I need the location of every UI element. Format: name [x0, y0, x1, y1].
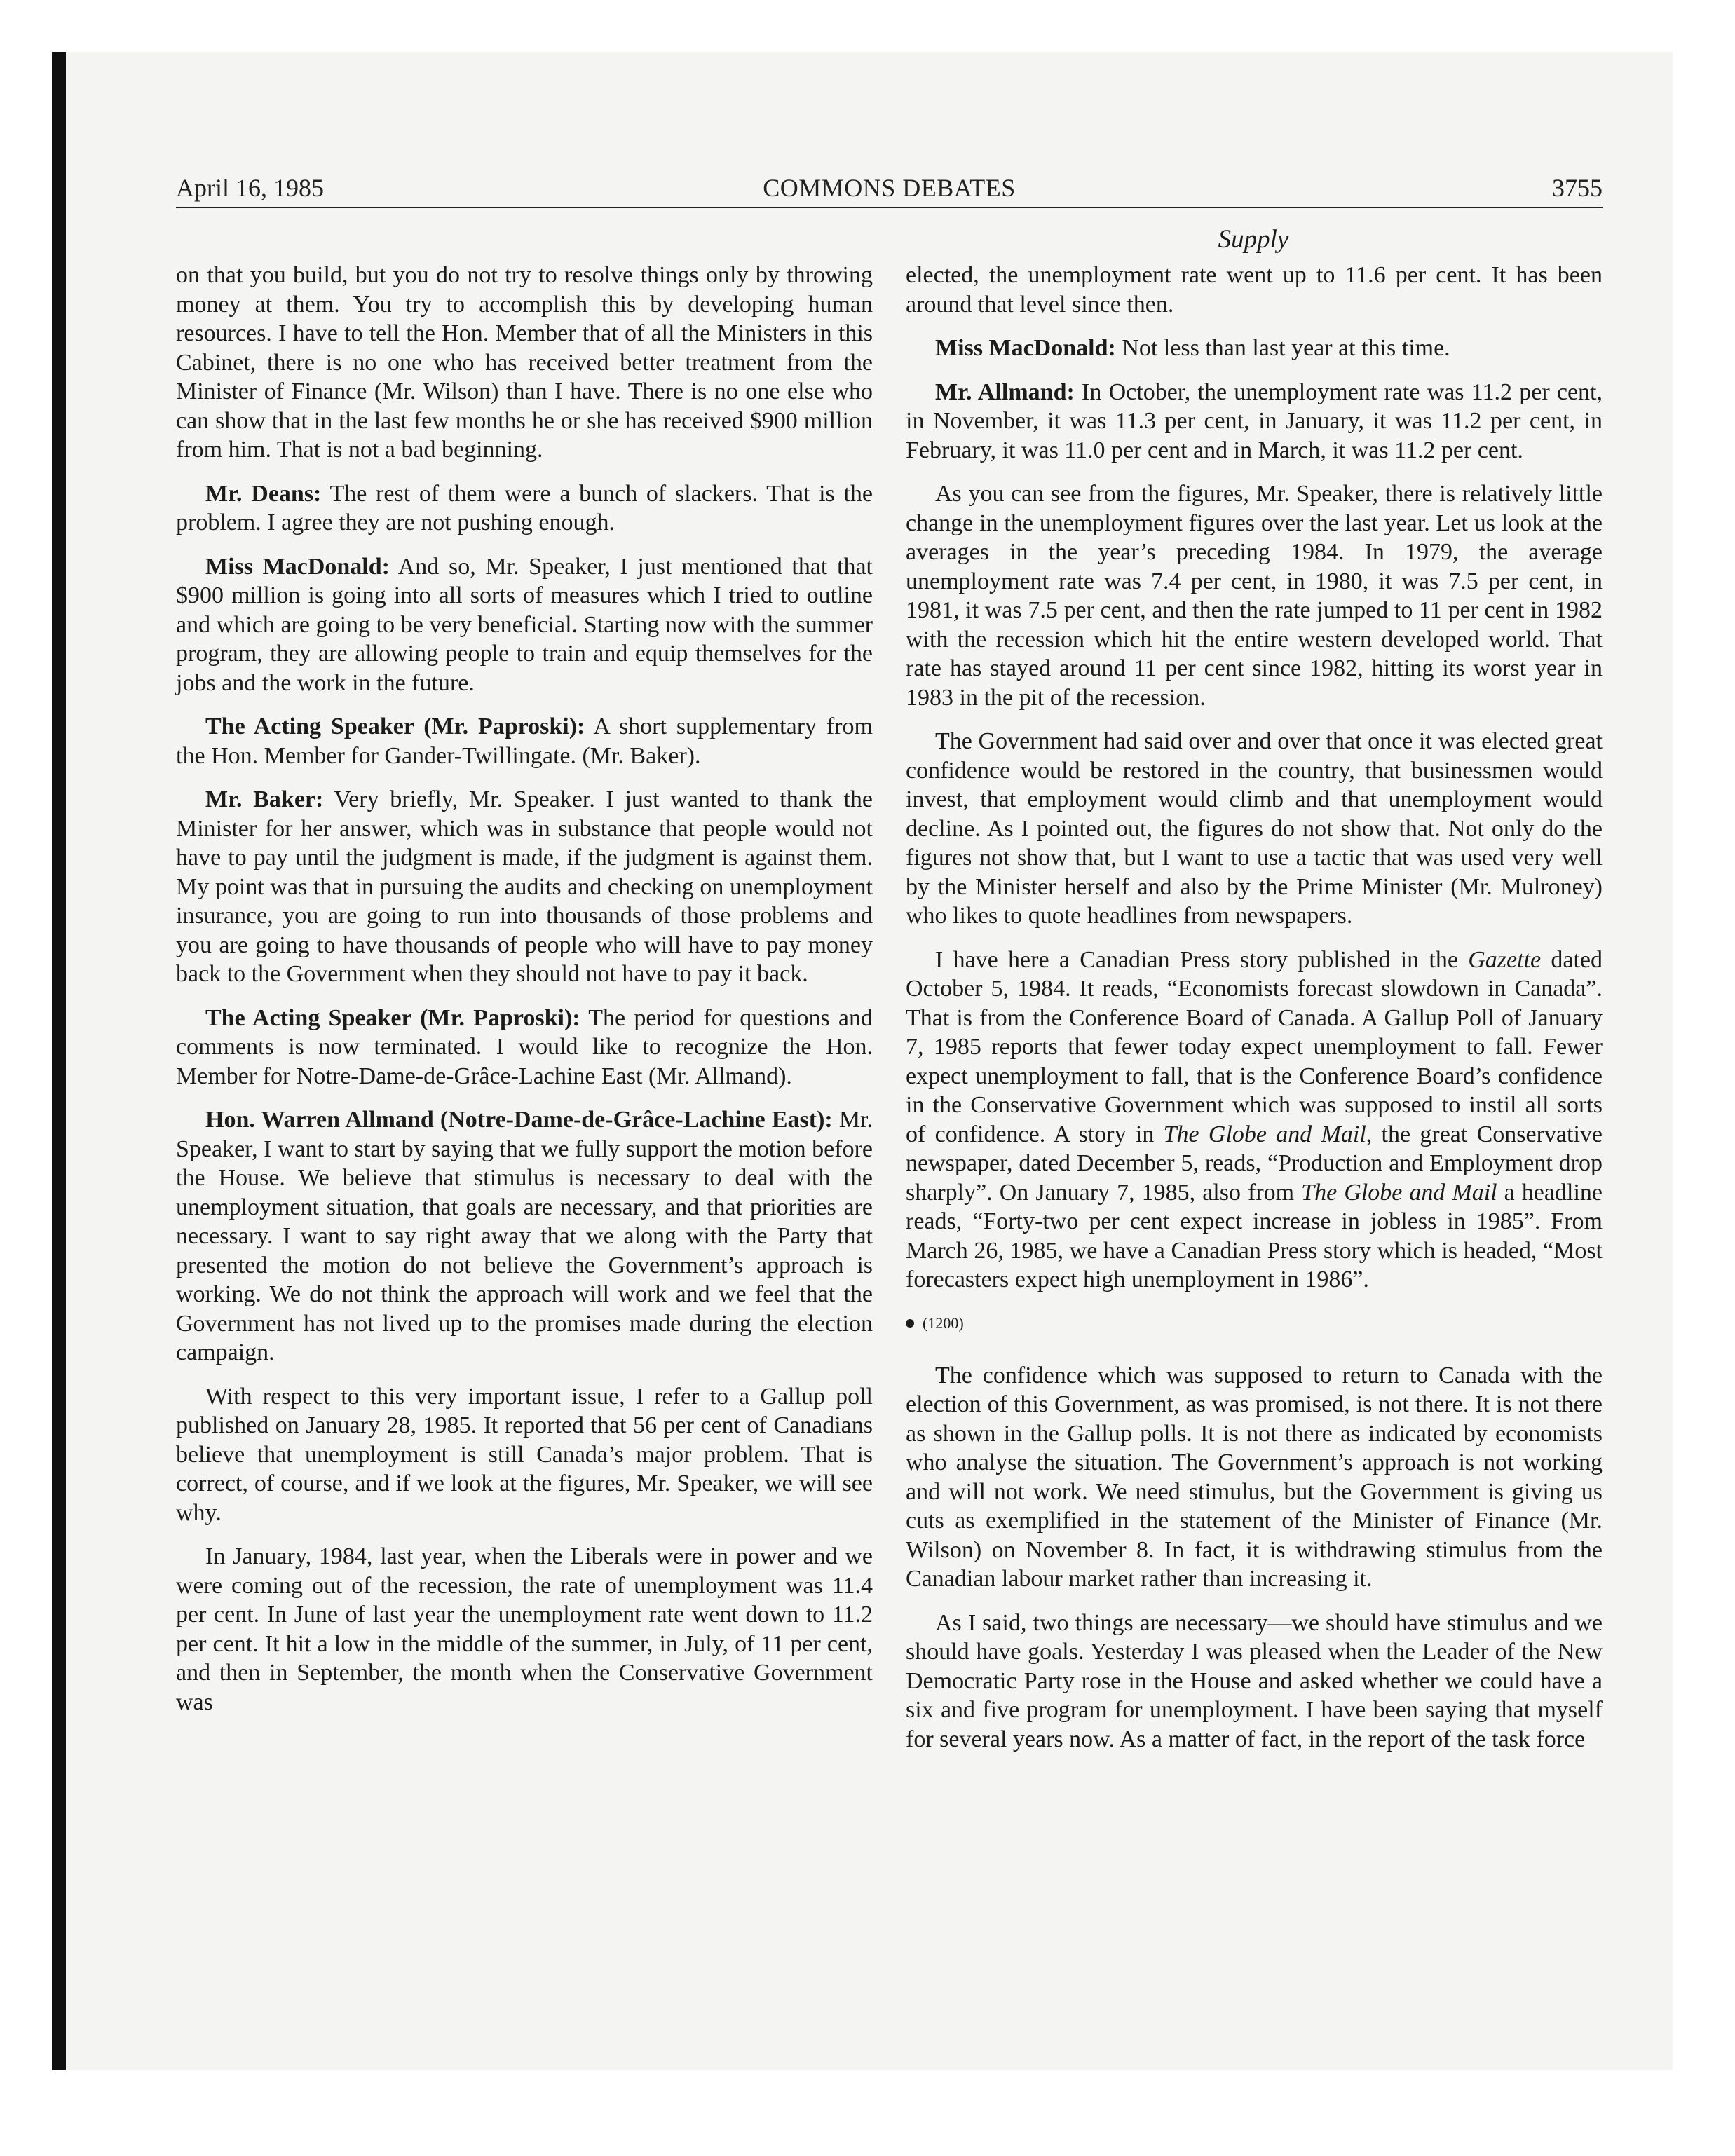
speech-text: A short supplementary from the Hon. Member for Gander-Twillingate. (Mr. Baker). — [176, 714, 873, 769]
text-run: , the great Conservative newspaper, dated December 5, reads, “Production and Employment drop sharply”. On January 7, 1985, also from — [906, 1121, 1603, 1206]
paragraph: In January, 1984, last year, when the Liberals were in power and we were coming out of the recession, the rate of unemployment was 11.4 per cent. In June of last year the unemployment rate went down to 11.2 per cent. It hit a low in the middle of the summer, in July, of 11 per cent, and then in September, the month when the Conservative Government was — [176, 1543, 873, 1715]
paragraph: As I said, two things are necessary—we should have stimulus and we should have goals. Yesterday I was pleased when the Leader of the New Democratic Party rose in the House and asked whether we could have a six and five program for unemployment. I have been saying that myself for several years now. As a matter of fact, in the report of the task force — [906, 1609, 1603, 1752]
page-header — [176, 171, 1603, 205]
paragraph — [906, 334, 1603, 363]
paragraph — [176, 785, 873, 989]
header-date: April 16, 1985 — [176, 174, 324, 202]
speech-text: And so, Mr. Speaker, I just mentioned that that $900 million is going into all sorts of measures which I tried to outline and which are going to be very beneficial. Starting now with the summer program, they are allowing people to train and equip themselves for the jobs and the work in the future. — [176, 553, 873, 696]
speaker-name: Miss MacDonald: — [205, 553, 390, 580]
paragraph — [906, 378, 1603, 465]
page-number: 3755 — [1552, 174, 1603, 202]
time-marker-label: (1200) — [923, 1314, 964, 1332]
scan-edge-shadow — [52, 52, 66, 2070]
publication-title: Gazette — [1468, 946, 1542, 973]
header-rule — [176, 207, 1603, 208]
speech-text: In October, the unemployment rate was 11.2 per cent, in November, it was 11.3 per cent, in January, it was 11.2 per cent, in February, it was 11.0 per cent and in March, it was 11.2 per cent. — [906, 378, 1603, 463]
paragraph: The confidence which was supposed to return to Canada with the election of this Government, as was promised, is not there. It is not there as shown in the Gallup polls. It is not there as indicated by economists who analyse the situation. The Government’s approach is not working and will not work. We need stimulus, but the Government is giving us cuts as exemplified in the statement of the Minister of Finance (Mr. Wilson) on November 8. In fact, it is withdrawing stimulus from the Canadian labour market rather than increasing it. — [906, 1362, 1603, 1592]
speaker-name: Mr. Allmand: — [935, 378, 1075, 405]
paragraph — [176, 712, 873, 770]
paragraph — [906, 946, 1603, 1295]
publication-title: The Globe and Mail — [1301, 1179, 1497, 1206]
left-column — [176, 261, 873, 1731]
speech-text: Mr. Speaker, I want to start by saying that we fully support the motion before the House. We believe that stimulus is necessary to deal with the unemployment situation, that goals are necessary, and that priorities are necessary. I want to say right away that we along with the Party that presented the motion do not believe the Government’s approach is working. We do not think the approach will work and we feel that the Government has not lived up to the promises made during the election campaign. — [176, 1107, 873, 1365]
paragraph: As you can see from the figures, Mr. Speaker, there is relatively little change in the unemployment figures over the last year. Let us look at the averages in the year’s preceding 1984. In 1979, the average unemployment rate was 7.4 per cent, in 1980, it was 7.5 per cent, in 1981, it was 7.5 per cent, and then the rate jumped to 11 per cent in 1982 with the recession which hit the entire western developed world. That rate has stayed around 11 per cent since 1982, hitting its worst year in 1983 in the pit of the recession. — [906, 481, 1603, 711]
speaker-name: Miss MacDonald: — [935, 335, 1116, 361]
text-run: I have here a Canadian Press story published in the — [935, 946, 1469, 973]
section-label: Supply — [1218, 225, 1289, 254]
speaker-name: Mr. Deans: — [205, 480, 322, 507]
speaker-name: The Acting Speaker (Mr. Paproski): — [205, 1004, 580, 1031]
right-column — [906, 261, 1603, 1768]
speaker-name: The Acting Speaker (Mr. Paproski): — [205, 714, 585, 739]
speech-text: Not less than last year at this time. — [1115, 335, 1450, 361]
paragraph: The Government had said over and over that once it was elected great confidence would be restored in the country, that businessmen would invest, that employment would climb and that unemployment would decline. As I pointed out, the figures do not show that. Not only do the figures not show that, but I want to use a tactic that was used very well by the Minister herself and also by the Prime Minister (Mr. Mulroney) who likes to quote headlines from newspapers. — [906, 728, 1603, 929]
speaker-name: Hon. Warren Allmand (Notre-Dame-de-Grâce-Lachine East): — [205, 1107, 833, 1133]
time-marker — [906, 1309, 1603, 1337]
paragraph: on that you build, but you do not try to resolve things only by throwing money at them. You try to accomplish this by developing human resources. I have to tell the Hon. Member that of all the Ministers in this Cabinet, there is no one who has received better treatment from the Minister of Finance (Mr. Wilson) than I have. There is no one else who can show that in the last few months he or she has received $900 million from him. That is not a bad beginning. — [176, 262, 873, 463]
text-run: dated October 5, 1984. It reads, “Economists forecast slowdown in Canada”. That is from the Conference Board of Canada. A Gallup Poll of January 7, 1985 reports that fewer today expect unemployment to fall. Fewer expect unemployment to fall, that is the Conference Board’s confidence in the Conservative Government which was supposed to instil all sorts of confidence. A story in — [906, 946, 1603, 1147]
speaker-name: Mr. Baker: — [205, 786, 324, 812]
text-run: a headline reads, “Forty-two per cent expect increase in jobless in 1985”. From March 26, 1985, we have a Canadian Press story which is headed, “Most forecasters expect high unemployment in 1986”. — [906, 1179, 1603, 1292]
bullet-icon — [906, 1319, 914, 1328]
speech-text: The period for questions and comments is now terminated. I would like to recognize the Hon. Member for Notre-Dame-de-Grâce-Lachine East (Mr. Allmand). — [176, 1004, 873, 1089]
publication-title: The Globe and Mail — [1163, 1121, 1366, 1147]
paragraph: With respect to this very important issue, I refer to a Gallup poll published on January 28, 1985. It reported that 56 per cent of Canadians believe that unemployment is still Canada’s major problem. That is correct, of course, and if we look at the figures, Mr. Speaker, we will see why. — [176, 1383, 873, 1526]
paragraph — [176, 1105, 873, 1367]
paragraph — [176, 1004, 873, 1091]
paragraph — [176, 479, 873, 538]
header-title: COMMONS DEBATES — [763, 174, 1016, 202]
speech-text: The rest of them were a bunch of slackers. That is the problem. I agree they are not pushing enough. — [176, 480, 873, 535]
paragraph — [176, 552, 873, 698]
paragraph: elected, the unemployment rate went up to 11.6 per cent. It has been around that level since then. — [906, 262, 1603, 318]
speech-text: Very briefly, Mr. Speaker. I just wanted to thank the Minister for her answer, which was in substance that people would not have to pay until the judgment is made, if the judgment is against them. My point was that in pursuing the audits and checking on unemployment insurance, you are going to run into thousands of those problems and you are going to have thousands of people who will have to pay money back to the Government when they should not have to pay it back. — [176, 786, 873, 987]
